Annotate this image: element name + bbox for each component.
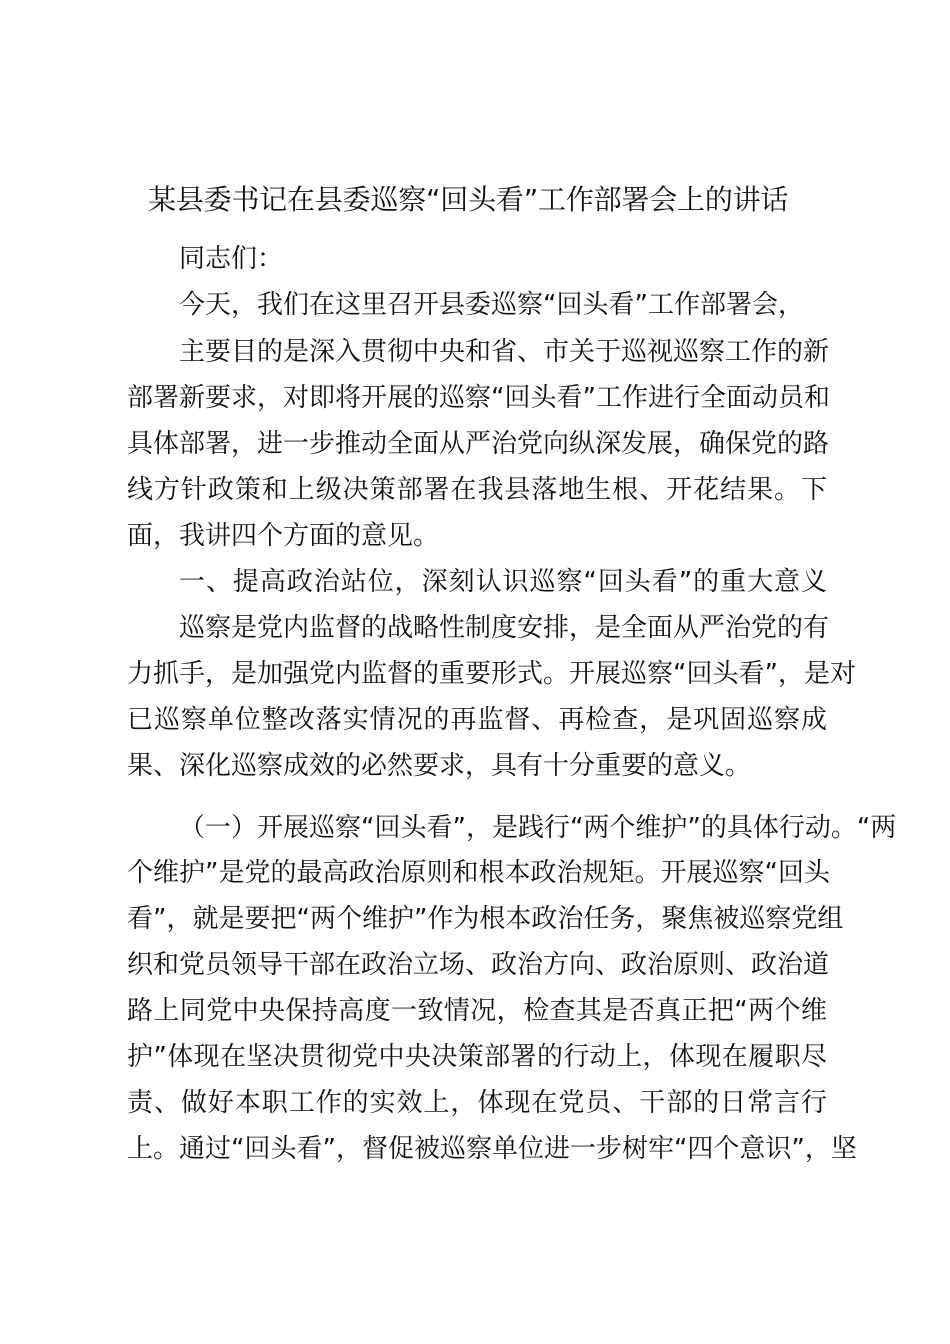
paragraph-line: 今天，我们在这里召开县委巡察“回头看”工作部署会， xyxy=(179,290,804,320)
paragraph-line: 果、深化巡察成效的必然要求，具有十分重要的意义。 xyxy=(127,751,752,781)
paragraph-line: （一）开展巡察“回头看”，是践行“两个维护”的具体行动。“两 xyxy=(179,813,897,843)
paragraph-line: 面，我讲四个方面的意见。 xyxy=(127,521,440,551)
paragraph-line: 责、做好本职工作的实效上，体现在党员、干部的日常言行 xyxy=(127,1088,827,1118)
paragraph-line: 力抓手，是加强党内监督的重要形式。开展巡察“回头看”，是对 xyxy=(127,659,856,689)
paragraph-line: 个维护”是党的最高政治原则和根本政治规矩。开展巡察“回头 xyxy=(127,858,830,888)
salutation: 同志们： xyxy=(179,244,284,274)
paragraph-line: 主要目的是深入贯彻中央和省、市关于巡视巡察工作的新 xyxy=(179,337,830,367)
paragraph-line: 看”，就是要把“两个维护”作为根本政治任务，聚焦被巡察党组 xyxy=(127,904,844,934)
paragraph-line: 部署新要求，对即将开展的巡察“回头看”工作进行全面动员和 xyxy=(127,383,830,413)
paragraph-line: 织和党员领导干部在政治立场、政治方向、政治原则、政治道 xyxy=(127,950,830,980)
paragraph-line: 护”体现在坚决贯彻党中央决策部署的行动上，体现在履职尽 xyxy=(127,1042,827,1072)
paragraph-line: 路上同党中央保持高度一致情况，检查其是否真正把“两个维 xyxy=(127,996,827,1026)
paragraph-line: 巡察是党内监督的战略性制度安排，是全面从严治党的有 xyxy=(179,613,830,643)
section-heading: 一、提高政治站位，深刻认识巡察“回头看”的重大意义 xyxy=(179,567,827,597)
paragraph-line: 上。通过“回头看”，督促被巡察单位进一步树牢“四个意识”，坚 xyxy=(127,1134,857,1164)
paragraph-line: 线方针政策和上级决策部署在我县落地生根、开花结果。下 xyxy=(127,475,827,505)
document-title: 某县委书记在县委巡察“回头看”工作部署会上的讲话 xyxy=(148,183,789,216)
paragraph-line: 具体部署，进一步推动全面从严治党向纵深发展，确保党的路 xyxy=(127,429,830,459)
paragraph-line: 已巡察单位整改落实情况的再监督、再检查，是巩固巡察成 xyxy=(127,705,827,735)
